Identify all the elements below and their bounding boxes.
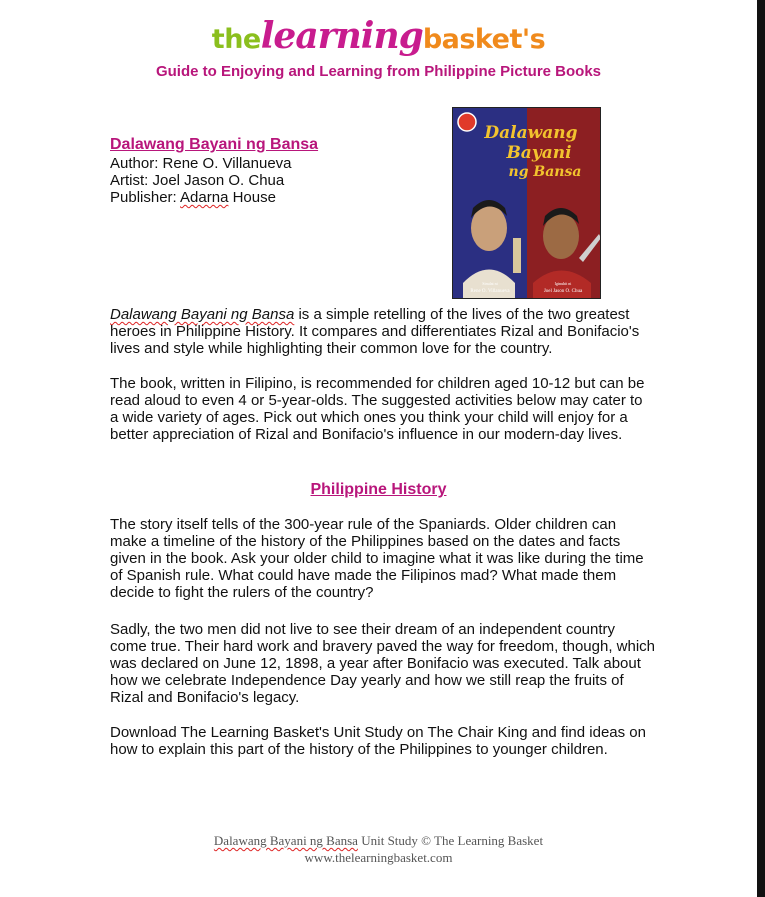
intro-book-title: Dalawang Bayani ng Bansa (110, 306, 295, 323)
book-title: Dalawang Bayani ng Bansa (110, 136, 319, 153)
history-paragraph-2: Sadly, the two men did not live to see their dream of an independent country come true. Their hard work and bravery paved the way for freedom, though, which was declared on June 12, 1898, a year after Bonifacio was executed. Talk about how we celebrate Independence Day yearly and how we still reap the fruits of Rizal and Bonifacio's legacy. (110, 621, 656, 706)
guide-subtitle: Guide to Enjoying and Learning from Philippine Picture Books (155, 63, 602, 80)
learning-basket-logo (0, 15, 757, 57)
lamp-icon (513, 238, 521, 273)
footer-copyright: Unit Study © The Learning Basket (357, 833, 544, 848)
book-author: Author: Rene O. Villanueva (110, 155, 292, 172)
footer-line-1 (0, 832, 757, 849)
book-artist: Artist: Joel Jason O. Chua (110, 172, 285, 189)
history-paragraph-1: The story itself tells of the 300-year rule of the Spaniards. Older children can make a timeline of the history of the Philippines based on the dates and facts given in the book. Ask your older child to imagine what it was like during the time of Spanish rule. What could have made the Filipinos mad? What made them decide to fight the rulers of the country? (110, 516, 644, 601)
publisher-label: Publisher: (110, 189, 181, 206)
intro-paragraph-2: The book, written in Filipino, is recommended for children aged 10-12 but can be read aloud to even 4 or 5-year-olds. The suggested activities below may cater to a wide variety of ages. Pick out which ones you think your child will enjoy for a better appreciation of Rizal and Bonifacio's influence in our modern-day lives. (110, 375, 645, 443)
logo-learning: learning (260, 15, 423, 57)
intro-p1-text: is a simple retelling of the lives of the two greatest heroes in Philippine History. It compares and differentiates Rizal and Bonifacio's lives and style while highlighting their common love for the country. (110, 306, 640, 357)
page-footer (0, 832, 757, 866)
page-edge (757, 0, 765, 897)
publisher-badge-icon (458, 113, 476, 131)
section-heading: Philippine History (310, 481, 447, 498)
cover-credit-left-label: Sinulat ni (482, 281, 498, 286)
cover-credit-right-label: Iginuhit ni (554, 281, 572, 286)
cover-title-line1: Dalawang (484, 123, 578, 143)
footer-book-title: Dalawang Bayani ng Bansa (213, 833, 358, 848)
publisher-name: Adarna (180, 189, 229, 206)
logo-basket: basket's (422, 24, 546, 55)
cover-credit-left-name: Rene O. Villanueva (470, 289, 510, 294)
intro-paragraph-1 (110, 306, 655, 357)
publisher-suffix: House (228, 189, 276, 206)
book-publisher (110, 189, 318, 206)
book-cover-illustration (453, 108, 600, 298)
book-cover-image (452, 107, 601, 299)
cover-credit-right-name: Joel Jason O. Chua (543, 289, 583, 294)
book-info (110, 136, 318, 206)
logo-the: the (211, 24, 261, 55)
cover-title-line3: ng Bansa (508, 164, 582, 180)
footer-website: www.thelearningbasket.com (304, 850, 453, 865)
history-paragraph-3: Download The Learning Basket's Unit Study on The Chair King and find ideas on how to explain this part of the history of the Philippines to younger children. (110, 724, 646, 758)
cover-title-line2: Bayani (506, 143, 572, 163)
